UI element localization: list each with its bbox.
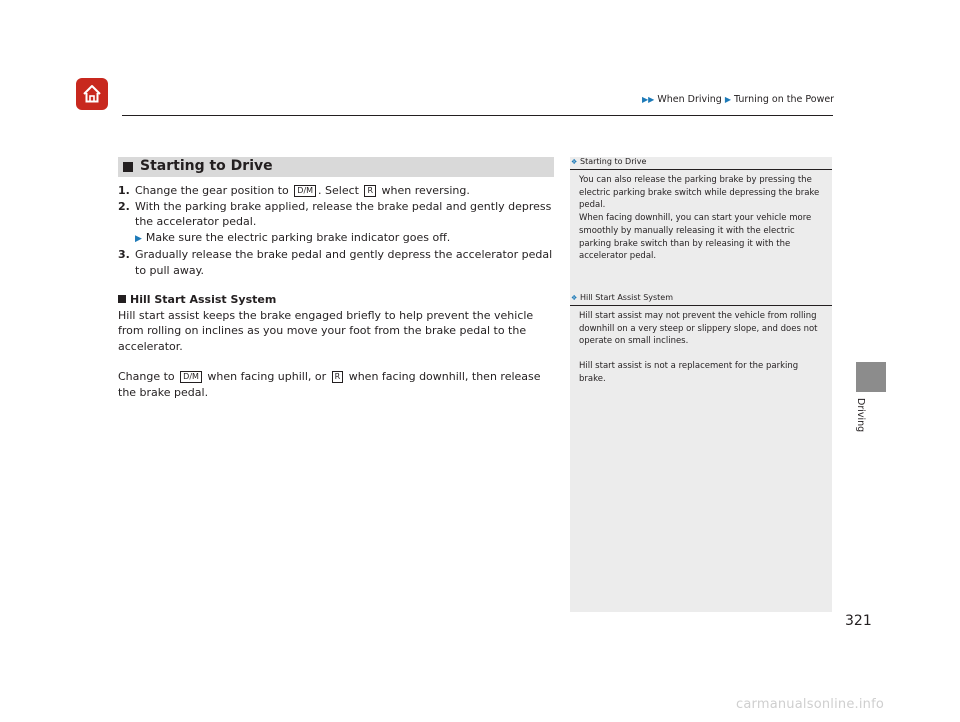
breadcrumb-link-when-driving[interactable]: When Driving	[657, 94, 722, 105]
heading-text: Hill Start Assist System	[130, 293, 277, 306]
gear-key-dm: D/M	[180, 371, 202, 383]
note-title	[570, 293, 832, 305]
gear-key-r: R	[364, 185, 376, 197]
step-text: . Select	[318, 184, 359, 197]
step-text: when reversing.	[381, 184, 470, 197]
blue-arrow-icon: ▶	[135, 233, 142, 244]
note-paragraph: Hill start assist is not a replacement for the parking brake.	[579, 361, 799, 384]
breadcrumb	[642, 94, 834, 105]
note-reference-icon: ❖	[571, 158, 578, 166]
step-2	[118, 199, 554, 230]
hill-start-paragraph: Hill start assist keeps the brake engaged briefly to help prevent the vehicle from rolling on inclines as you move your foot from the brake pedal to the accelerator.	[118, 308, 534, 353]
note-starting-to-drive	[570, 157, 832, 263]
hill-start-instruction	[118, 369, 554, 400]
breadcrumb-arrow-icon: ▶▶	[642, 95, 655, 104]
note-paragraph: Hill start assist may not prevent the vehicle from rolling downhill on a very steep or slippery slope, and does not operate on small inclines.	[579, 311, 818, 347]
para-text: when facing uphill, or	[207, 370, 327, 383]
chapter-label: Driving	[855, 398, 866, 433]
step-2-note	[118, 230, 554, 248]
para-text: Change to	[118, 370, 175, 383]
step-subtext: Make sure the electric parking brake indicator goes off.	[145, 230, 451, 244]
section-square-icon	[123, 162, 133, 172]
header-divider	[122, 115, 833, 116]
gear-key-dm: D/M	[294, 185, 316, 197]
page-number: 321	[845, 613, 872, 629]
note-title-text[interactable]: Starting to Drive	[580, 157, 647, 166]
hill-start-heading	[118, 292, 554, 308]
home-icon	[81, 83, 103, 105]
step-text: Change the gear position to	[135, 184, 289, 197]
breadcrumb-current: Turning on the Power	[734, 94, 835, 105]
notes-sidebar	[570, 157, 832, 612]
step-number: 3.	[118, 248, 130, 261]
breadcrumb-arrow-icon: ▶	[724, 95, 732, 104]
main-content	[118, 183, 554, 400]
note-paragraph: You can also release the parking brake by pressing the electric parking brake switch while depressing the brake pedal. When facing downhill, you can start your vehicle more smoothly by manually releasing it with the electric parking brake switch than by releasing it with the accelerator pedal.	[579, 175, 820, 262]
note-divider	[570, 169, 832, 170]
note-hill-start-assist	[570, 293, 832, 386]
step-3	[118, 247, 554, 278]
step-number: 2.	[118, 199, 130, 213]
note-title-text[interactable]: Hill Start Assist System	[580, 293, 674, 302]
note-divider	[570, 305, 832, 306]
section-title: Starting to Drive	[140, 158, 273, 174]
note-title	[570, 157, 832, 169]
para-text: when facing downhill, then release the brake pedal.	[118, 370, 541, 399]
section-header	[118, 157, 554, 177]
note-body	[570, 174, 832, 263]
note-reference-icon: ❖	[571, 294, 578, 302]
step-text: With the parking brake applied, release the brake pedal and gently depress the accelerator pedal.	[135, 199, 552, 228]
home-button[interactable]	[76, 78, 108, 110]
step-number: 1.	[118, 184, 130, 197]
step-1	[118, 183, 554, 199]
heading-square-icon	[118, 295, 126, 303]
chapter-tab[interactable]	[856, 362, 886, 392]
step-text: Gradually release the brake pedal and gently depress the accelerator pedal to pull away.	[135, 248, 553, 277]
note-body	[570, 310, 832, 386]
gear-key-r: R	[332, 371, 344, 383]
watermark: carmanualsonline.info	[736, 697, 885, 712]
